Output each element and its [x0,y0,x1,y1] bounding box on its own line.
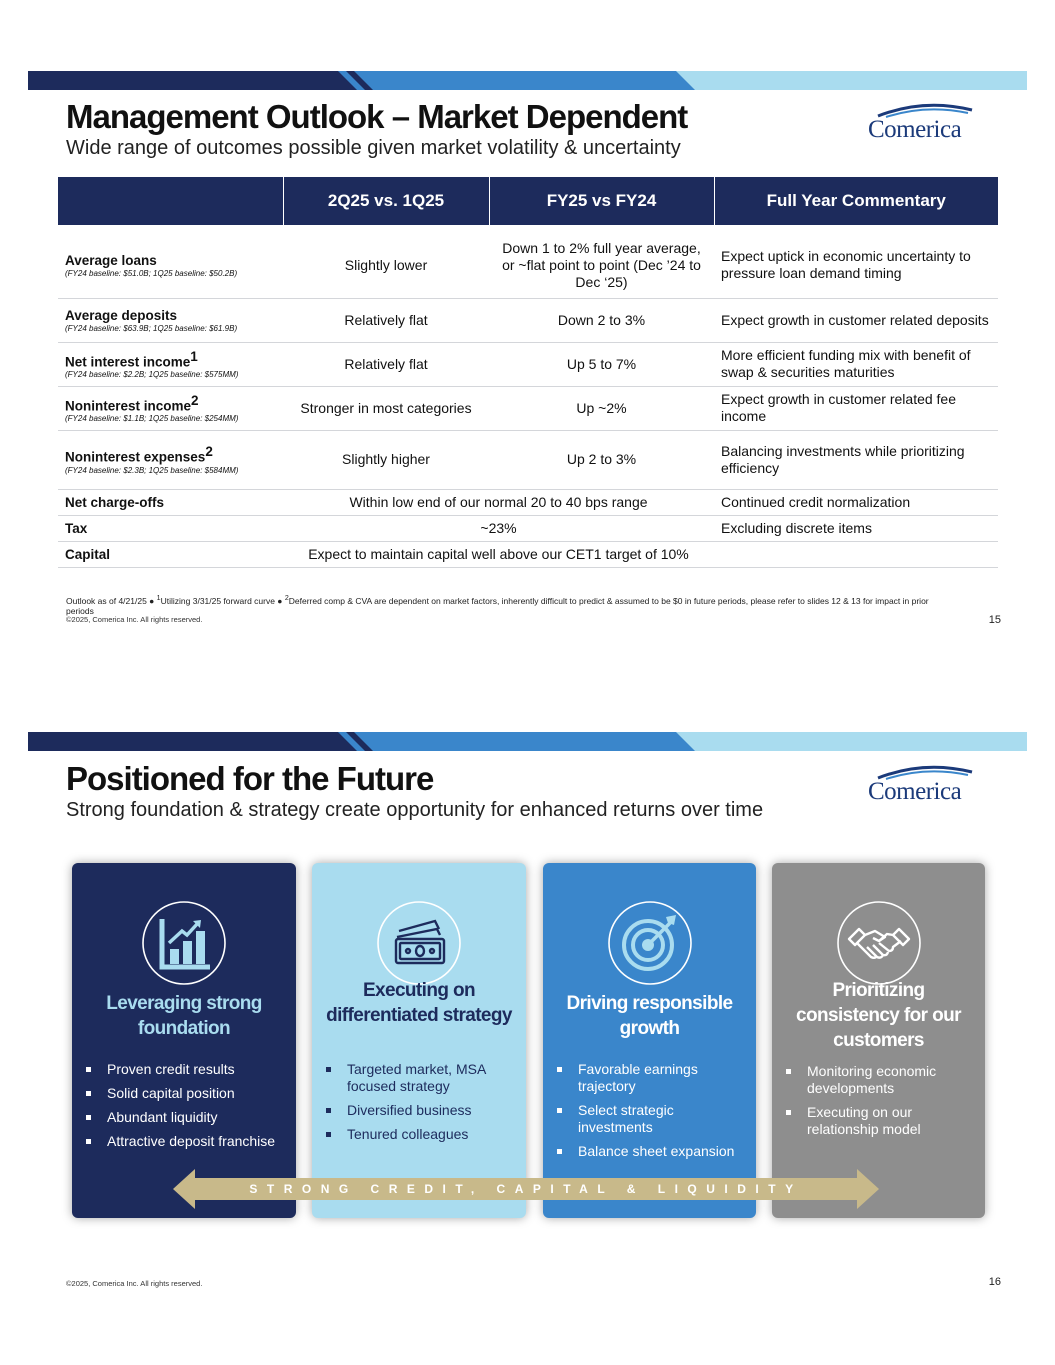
page-title: Management Outlook – Market Dependent [66,98,688,135]
quarter-outlook: Slightly higher [283,430,489,489]
list-item: Attractive deposit franchise [86,1133,288,1150]
pillar-title: Leveraging strong foundation [106,993,262,1039]
metric-label: Average loans [65,252,157,268]
baseline-note: (FY24 baseline: $2.2B; 1Q25 baseline: $575MM) [65,370,239,380]
column-header: Full Year Commentary [714,177,998,225]
logo-wordmark: Comerica [868,778,962,805]
list-item: Proven credit results [86,1061,288,1078]
pillar-leveraging-foundation [72,863,296,1218]
commentary: Balancing investments while prioritizing efficiency [714,430,998,489]
pillar-bullets [326,1061,518,1150]
pillar-bullets [86,1061,288,1157]
banner-text: STRONG CREDIT, CAPITAL & LIQUIDITY [249,1182,803,1196]
copyright: ©2025, Comerica Inc. All rights reserved. [66,615,203,624]
metric-label: Tax [65,520,88,536]
commentary: More efficient funding mix with benefit of swap & securities maturities [714,342,998,386]
slide-positioned-for-future [0,660,1055,1365]
list-item: Balance sheet expansion [557,1143,748,1160]
merged-outlook: Within low end of our normal 20 to 40 bps range [283,489,714,515]
metric-label: Net charge-offs [65,494,165,510]
pillar-executing-strategy [312,863,526,1218]
page-number: 15 [988,614,1001,626]
baseline-note: (FY24 baseline: $63.9B; 1Q25 baseline: $61.9B) [65,323,238,333]
list-item: Monitoring economic developments [786,1063,977,1097]
metric-label: Average deposits [65,307,178,323]
pillar-bullets [557,1061,748,1167]
pillar-title: Executing on differentiated strategy [326,980,512,1026]
list-item: Executing on our relationship model [786,1104,977,1138]
page-number: 16 [988,1276,1001,1288]
merged-outlook: Expect to maintain capital well above our CET1 target of 10% [283,541,714,567]
page-title: Positioned for the Future [66,760,434,797]
table-row [58,342,998,386]
column-header: 2Q25 vs. 1Q25 [283,177,489,225]
list-item: Select strategic investments [557,1102,748,1136]
metric-label: Noninterest expenses [65,449,206,465]
quarter-outlook: Relatively flat [283,298,489,342]
footnote-part: Utilizing 3/31/25 forward curve ● [160,595,285,606]
footnote-marker: 1 [190,348,198,364]
decorative-top-bar [28,732,1027,751]
list-item: Abundant liquidity [86,1109,288,1126]
footnote-marker: 2 [205,444,213,460]
table-row [58,430,998,489]
comerica-logo [868,102,978,142]
table-header-row [58,177,998,225]
target-arrow-icon [608,901,692,985]
column-header [58,177,283,225]
pillar-prioritizing-consistency [772,863,985,1218]
list-item: Favorable earnings trajectory [557,1061,748,1095]
footnote-part: Outlook as of 4/21/25 ● [66,595,157,606]
footnote-marker: 2 [191,392,199,408]
baseline-note: (FY24 baseline: $1.1B; 1Q25 baseline: $254MM) [65,414,239,424]
quarter-outlook: Stronger in most categories [283,386,489,430]
decorative-top-bar [28,71,1027,90]
commentary: Continued credit normalization [714,489,998,515]
column-header: FY25 vs FY24 [489,177,714,225]
list-item: Solid capital position [86,1085,288,1102]
commentary: Expect growth in customer related deposits [714,298,998,342]
table-row [58,386,998,430]
slide-management-outlook [0,0,1055,660]
table-row [58,298,998,342]
money-bills-icon [377,901,461,985]
full-year-outlook: Down 2 to 3% [489,298,714,342]
commentary: Excluding discrete items [714,515,998,541]
quarter-outlook: Slightly lower [283,233,489,298]
commentary [714,541,998,567]
pillar-title: Prioritizing consistency for our customers [796,980,961,1051]
baseline-note: (FY24 baseline: $51.0B; 1Q25 baseline: $50.2B) [65,268,238,278]
footnote-marker: 2 [284,594,289,602]
table-row [58,233,998,298]
logo-wordmark: Comerica [868,116,962,143]
merged-outlook: ~23% [283,515,714,541]
metric-label: Net interest income [65,354,191,370]
commentary: Expect uptick in economic uncertainty to pressure loan demand timing [714,233,998,298]
handshake-icon [837,901,921,985]
footnote [66,593,946,616]
table-row [58,489,998,515]
list-item: Tenured colleagues [326,1126,518,1143]
full-year-outlook: Down 1 to 2% full year average, or ~flat point to point (Dec ’24 to Dec ‘25) [489,233,714,298]
baseline-note: (FY24 baseline: $2.3B; 1Q25 baseline: $584MM) [65,465,239,475]
bar-chart-growth-icon [142,901,226,985]
list-item: Targeted market, MSA focused strategy [326,1061,518,1095]
quarter-outlook: Relatively flat [283,342,489,386]
page-subtitle: Wide range of outcomes possible given market volatility & uncertainty [66,137,681,159]
full-year-outlook: Up 5 to 7% [489,342,714,386]
pillar-title: Driving responsible growth [566,993,733,1039]
footnote-marker: 1 [156,594,161,602]
copyright: ©2025, Comerica Inc. All rights reserved. [66,1279,203,1288]
table-row [58,541,998,567]
commentary: Expect growth in customer related fee income [714,386,998,430]
list-item: Diversified business [326,1102,518,1119]
metric-label: Capital [65,546,111,562]
footnote-part: Deferred comp & CVA are dependent on market factors, inherently difficult to predict & assumed to be $0 in future periods, please refer to slides 12 & 13 for impact in prior periods [66,595,929,616]
table-row [58,515,998,541]
comerica-logo [868,764,978,804]
pillar-driving-growth [543,863,756,1218]
page-subtitle: Strong foundation & strategy create opportunity for enhanced returns over time [66,799,764,821]
pillar-bullets [786,1063,977,1145]
full-year-outlook: Up ~2% [489,386,714,430]
metric-label: Noninterest income [65,398,192,414]
outlook-table [58,177,998,568]
full-year-outlook: Up 2 to 3% [489,430,714,489]
